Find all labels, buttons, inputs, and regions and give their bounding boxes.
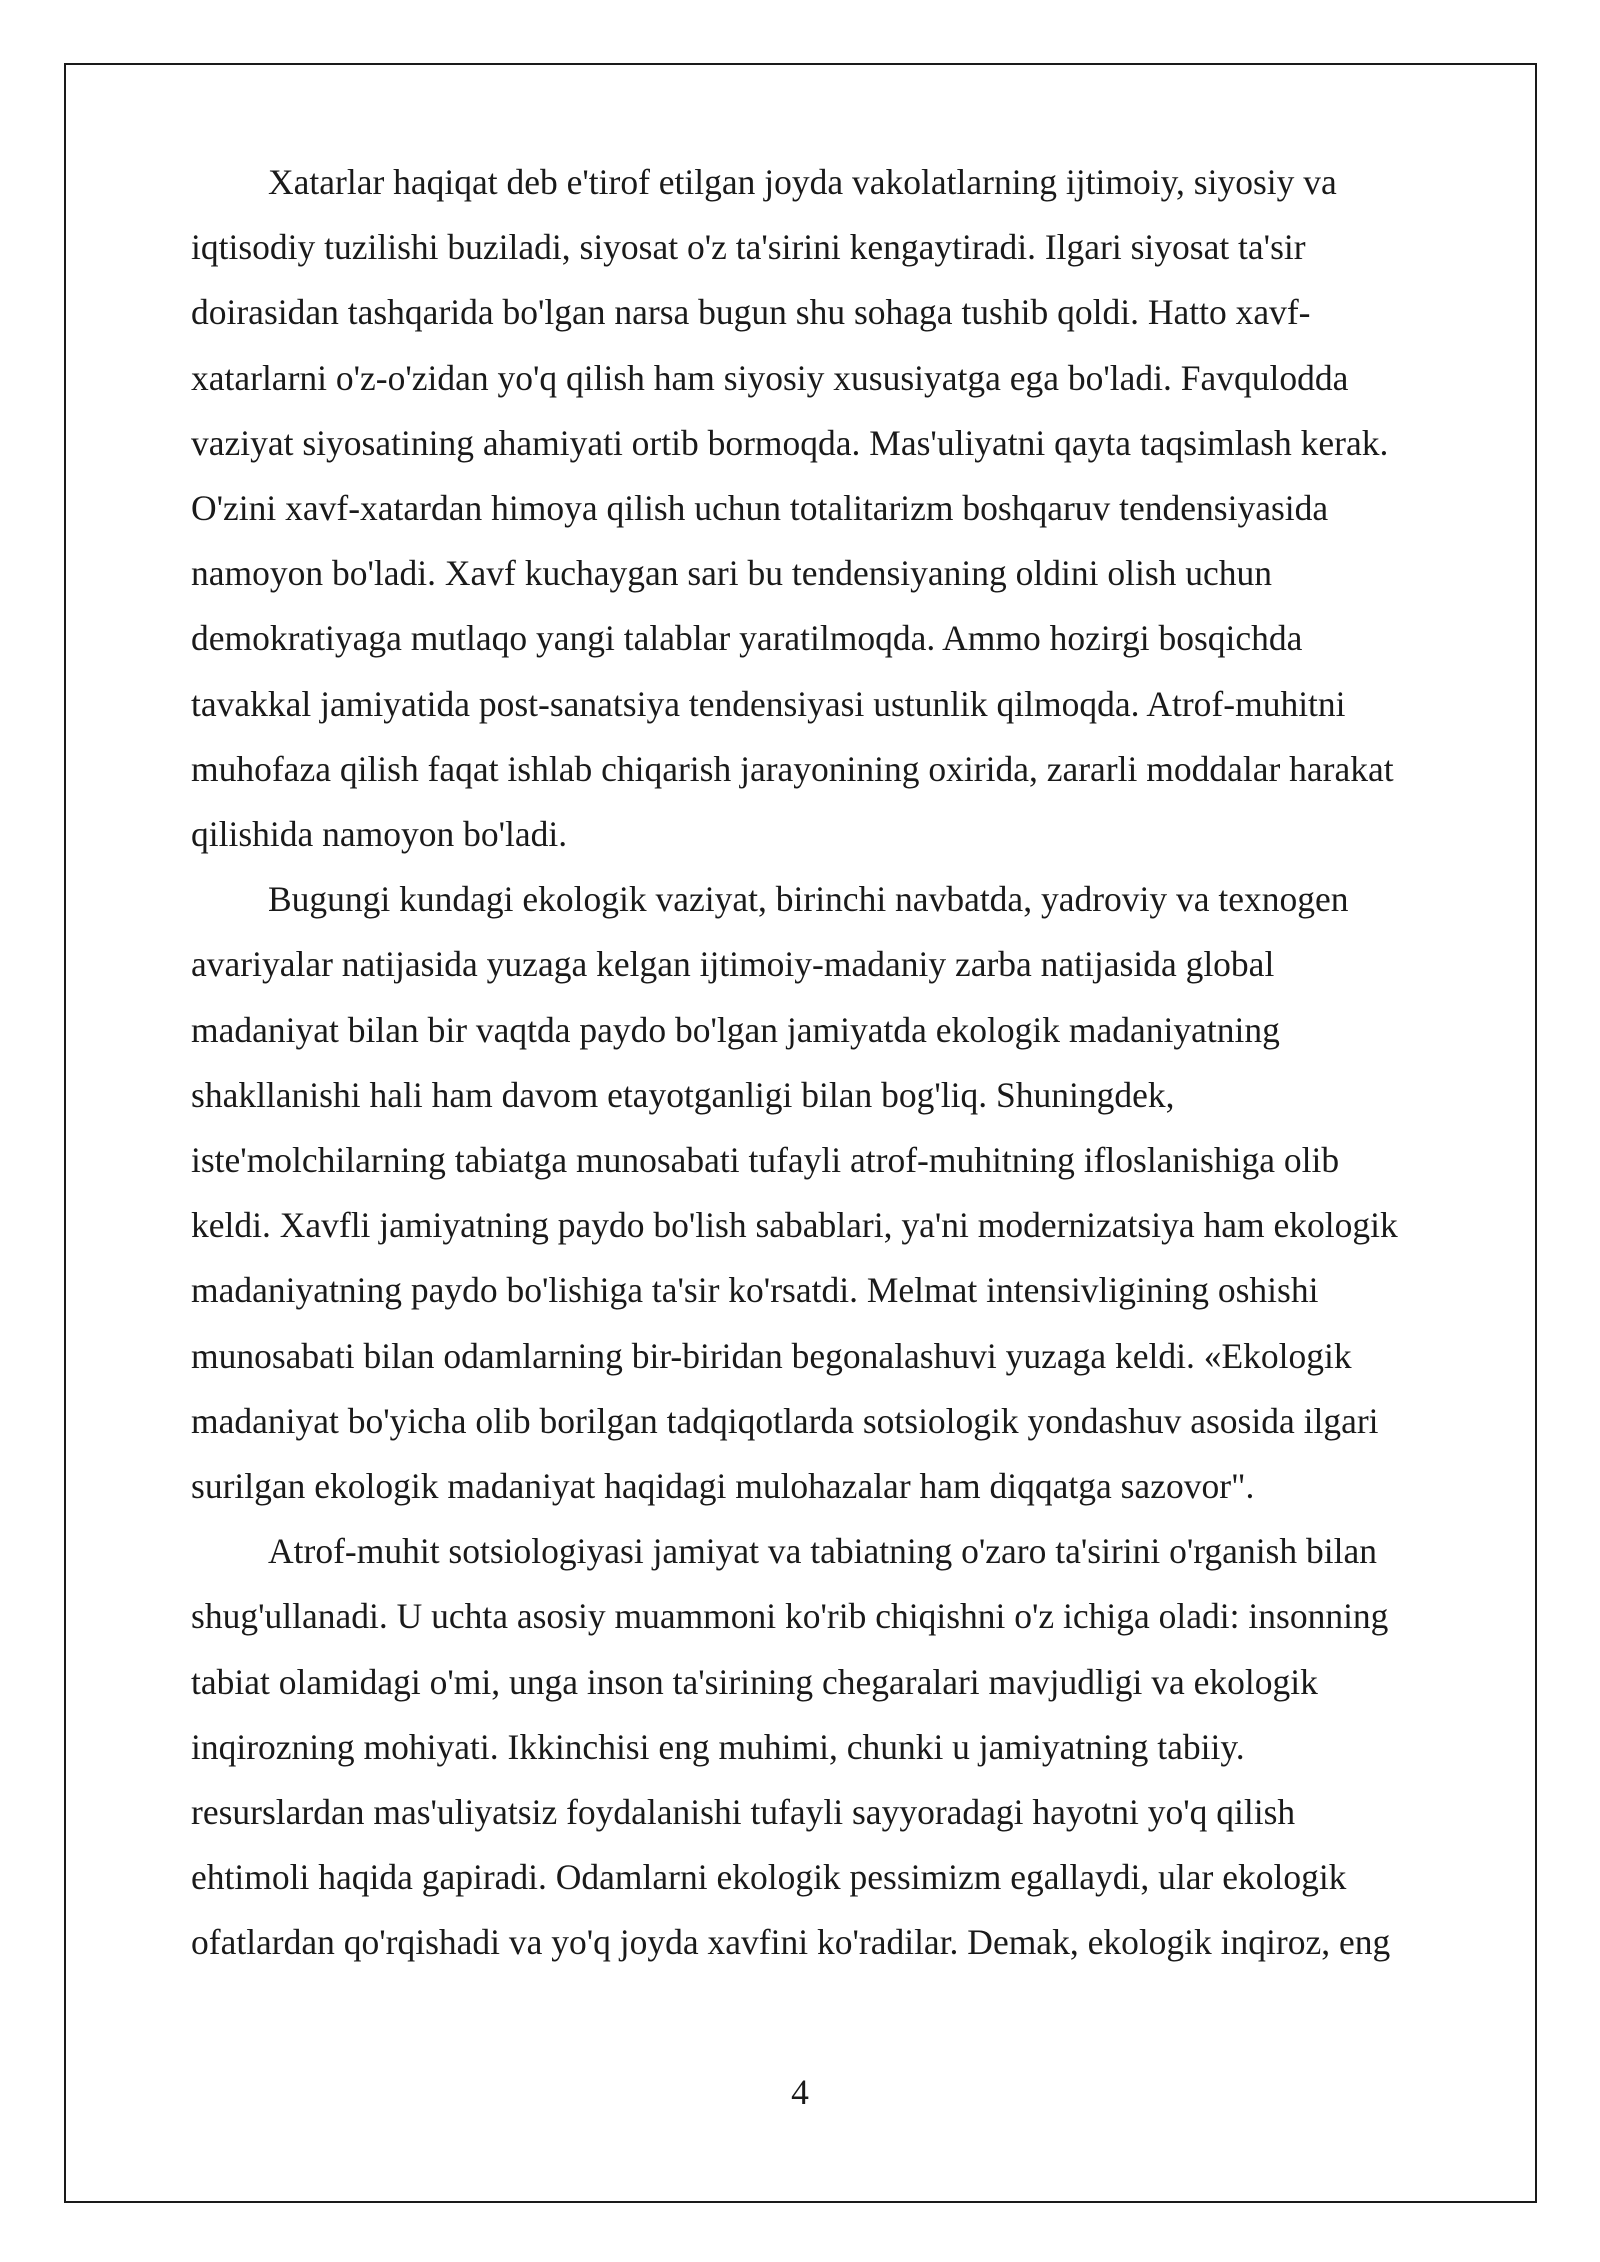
text-line: shug'ullanadi. U uchta asosiy muammoni ko'rib chiqishni o'z ichiga oladi: insonning [191, 1596, 1389, 1637]
page-number: 4 [791, 2072, 809, 2112]
text-line: Xatarlar haqiqat deb e'tirof etilgan joyda vakolatlarning ijtimoiy, siyosiy va [268, 162, 1337, 202]
text-line: ehtimoli haqida gapiradi. Odamlarni ekologik pessimizm egallaydi, ular ekologik [191, 1857, 1347, 1898]
text-line: tavakkal jamiyatida post-sanatsiya tendensiyasi ustunlik qilmoqda. Atrof-muhitni [191, 683, 1346, 724]
text-line: namoyon bo'ladi. Xavf kuchaygan sari bu tendensiyaning oldini olish uchun [191, 553, 1273, 594]
text-line: doirasidan tashqarida bo'lgan narsa bugun shu sohaga tushib qoldi. Hatto xavf- [191, 292, 1311, 333]
paragraph-3 [191, 1519, 1481, 1975]
text-line: qilishida namoyon bo'ladi. [191, 814, 568, 855]
text-line: xatarlarni o'z-o'zidan yo'q qilish ham siyosiy xususiyatga ega bo'ladi. Favqulodda [191, 357, 1349, 398]
text-line: shakllanishi hali ham davom etayotganligi bilan bog'liq. Shuningdek, [191, 1074, 1175, 1115]
text-line: muhofaza qilish faqat ishlab chiqarish jarayonining oxirida, zararli moddalar harakat [191, 748, 1394, 789]
text-line: munosabati bilan odamlarning bir-biridan begonalashuvi yuzaga keldi. «Ekologik [191, 1335, 1352, 1376]
paragraph-2 [191, 867, 1481, 1519]
text-line: Bugungi kundagi ekologik vaziyat, birinchi navbatda, yadroviy va texnogen [268, 879, 1349, 920]
text-line: madaniyat bilan bir vaqtda paydo bo'lgan jamiyatda ekologik madaniyatning [191, 1009, 1280, 1050]
text-line: iste'molchilarning tabiatga munosabati tufayli atrof-muhitning ifloslanishiga olib [191, 1140, 1340, 1181]
text-line: inqirozning mohiyati. Ikkinchisi eng muhimi, chunki u jamiyatning tabiiy. [191, 1726, 1245, 1767]
text-line: madaniyatning paydo bo'lishiga ta'sir ko'rsatdi. Melmat intensivligining oshishi [191, 1270, 1319, 1311]
text-line: Atrof-muhit sotsiologiyasi jamiyat va tabiatning o'zaro ta'sirini o'rganish bilan [268, 1531, 1377, 1572]
text-line: avariyalar natijasida yuzaga kelgan ijtimoiy-madaniy zarba natijasida global [191, 944, 1275, 985]
text-line: vaziyat siyosatining ahamiyati ortib bormoqda. Mas'uliyatni qayta taqsimlash kerak. [191, 422, 1389, 463]
text-line: iqtisodiy tuzilishi buziladi, siyosat o'z ta'sirini kengaytiradi. Ilgari siyosat ta'sir [191, 227, 1306, 268]
paragraph-1 [191, 150, 1481, 867]
text-line: surilgan ekologik madaniyat haqidagi mulohazalar ham diqqatga sazovor". [191, 1466, 1255, 1507]
text-line: O'zini xavf-xatardan himoya qilish uchun totalitarizm boshqaruv tendensiyasida [191, 488, 1329, 529]
text-line: tabiat olamidagi o'mi, unga inson ta'sirining chegaralari mavjudligi va ekologik [191, 1661, 1318, 1702]
text-line: keldi. Xavfli jamiyatning paydo bo'lish sabablari, ya'ni modernizatsiya ham ekologik [191, 1205, 1398, 1246]
text-line: demokratiyaga mutlaqo yangi talablar yaratilmoqda. Ammo hozirgi bosqichda [191, 618, 1303, 659]
text-line: ofatlardan qo'rqishadi va yo'q joyda xavfini ko'radilar. Demak, ekologik inqiroz, eng [191, 1922, 1391, 1963]
text-line: madaniyat bo'yicha olib borilgan tadqiqotlarda sotsiologik yondashuv asosida ilgari [191, 1400, 1379, 1441]
document-body [191, 150, 1481, 1976]
text-line: resurslardan mas'uliyatsiz foydalanishi tufayli sayyoradagi hayotni yo'q qilish [191, 1792, 1296, 1833]
